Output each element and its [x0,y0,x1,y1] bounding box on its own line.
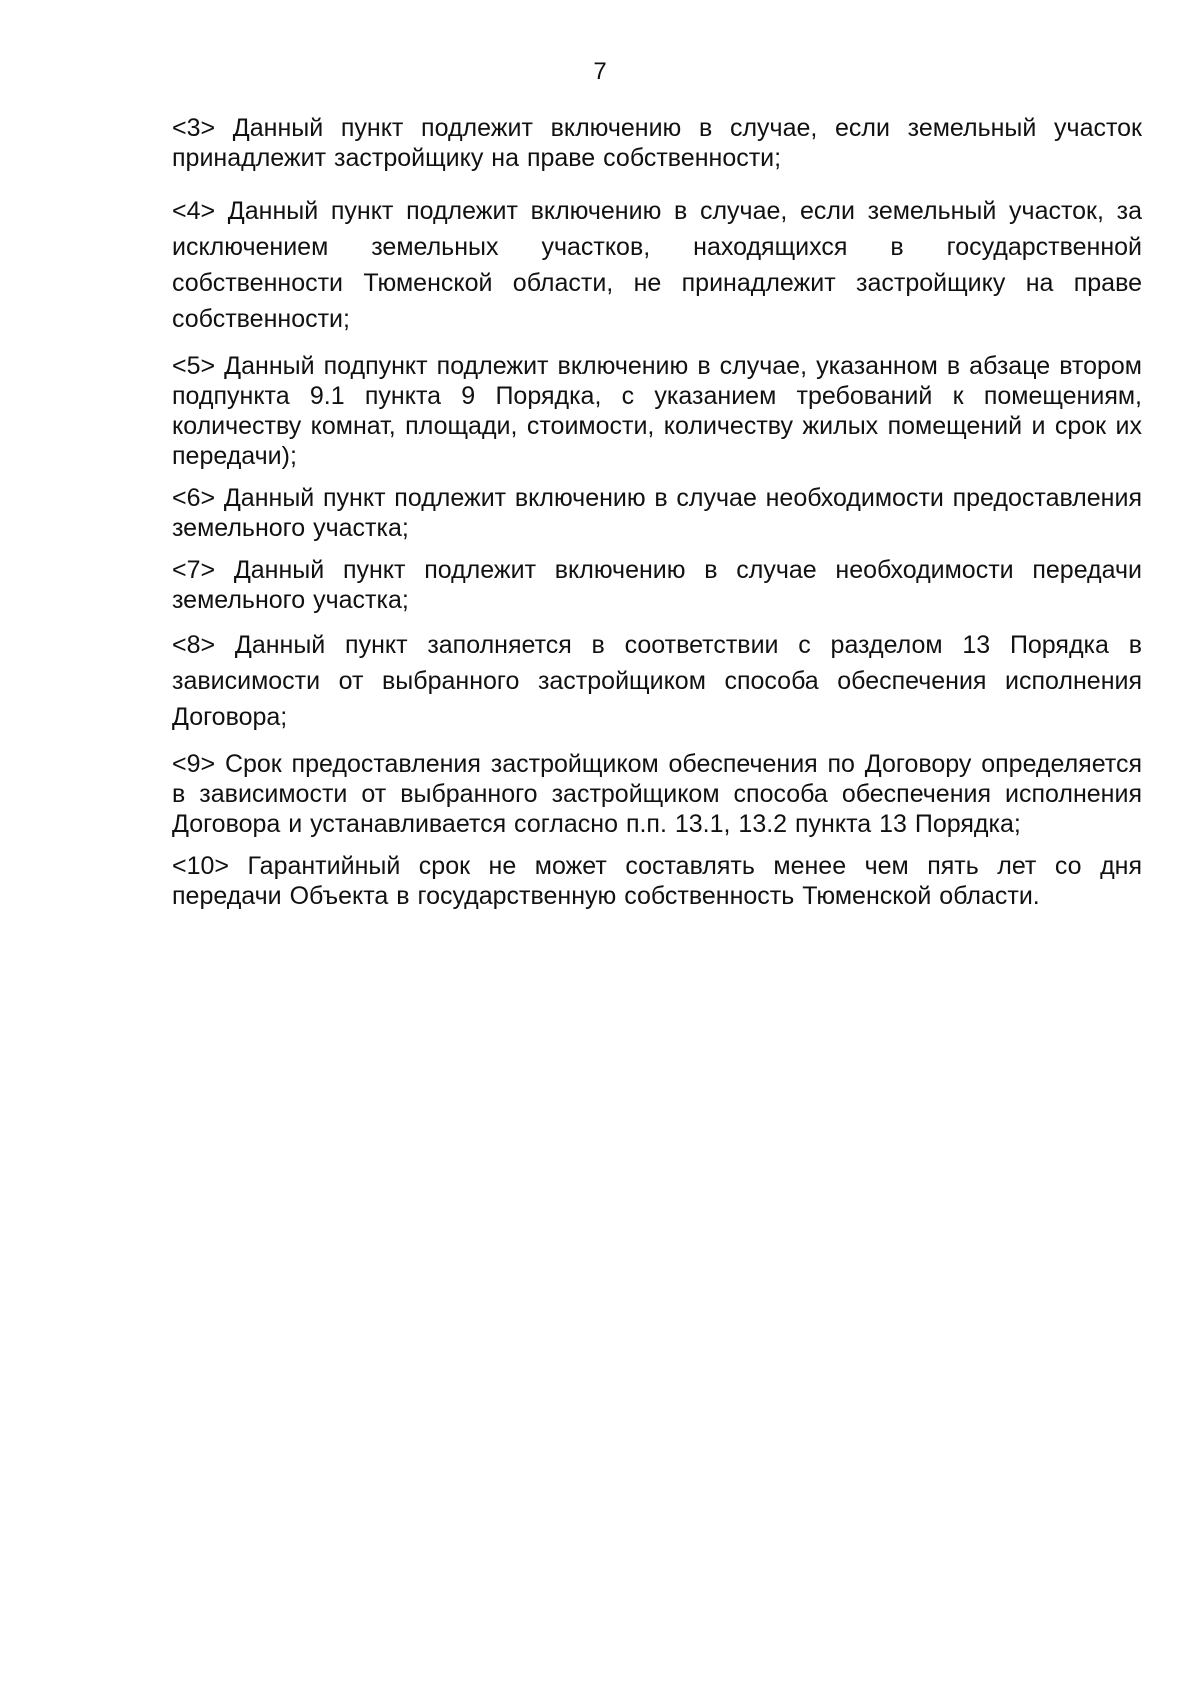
footnote-text: Данный пункт подлежит включению в случае, если земельный участок, за исключением земельных участков, находящихся в государственной собственности Тюменской области, не принадлежит застройщику на праве собственности; [172,197,1142,333]
footnote-5 [172,351,1142,471]
footnote-marker: <7> [172,556,216,584]
footnote-3 [172,113,1142,173]
footnote-marker: <3> [172,114,216,142]
footnote-text: Данный подпункт подлежит включению в случае, указанном в абзаце втором подпункта 9.1 пункта 9 Порядка, с указанием требований к помещениям, количеству комнат, площади, стоимости, количеству жилых помещений и срок их передачи); [172,352,1142,470]
footnote-6 [172,483,1142,543]
footnote-10 [172,851,1142,911]
footnote-text: Данный пункт подлежит включению в случае необходимости предоставления земельного участка; [172,484,1142,542]
footnote-7 [172,555,1142,615]
footnote-text: Срок предоставления застройщиком обеспечения по Договору определяется в зависимости от выбранного застройщиком способа обеспечения исполнения Договора и устанавливается согласно п.п. 13.1, 13.2 пункта 13 Порядка; [172,750,1142,838]
footnote-text: Данный пункт заполняется в соответствии с разделом 13 Порядка в зависимости от выбранного застройщиком способа обеспечения исполнения Договора; [172,631,1142,731]
footnote-marker: <9> [172,750,216,778]
footnote-text: Данный пункт подлежит включению в случае необходимости передачи земельного участка; [172,556,1142,614]
footnote-8 [172,627,1142,735]
footnote-text: Гарантийный срок не может составлять менее чем пять лет со дня передачи Объекта в государственную собственность Тюменской области. [172,852,1143,910]
footnote-marker: <6> [172,484,216,512]
footnote-marker: <5> [172,352,216,380]
footnote-4 [172,193,1142,337]
footnote-9 [172,749,1142,839]
footnote-marker: <8> [172,631,216,659]
footnotes-list [172,113,1142,911]
footnote-text: Данный пункт подлежит включению в случае, если земельный участок принадлежит застройщику на праве собственности; [172,114,1142,172]
footnote-marker: <4> [172,197,216,225]
footnote-marker: <10> [172,852,230,880]
page-number: 7 [593,58,607,85]
